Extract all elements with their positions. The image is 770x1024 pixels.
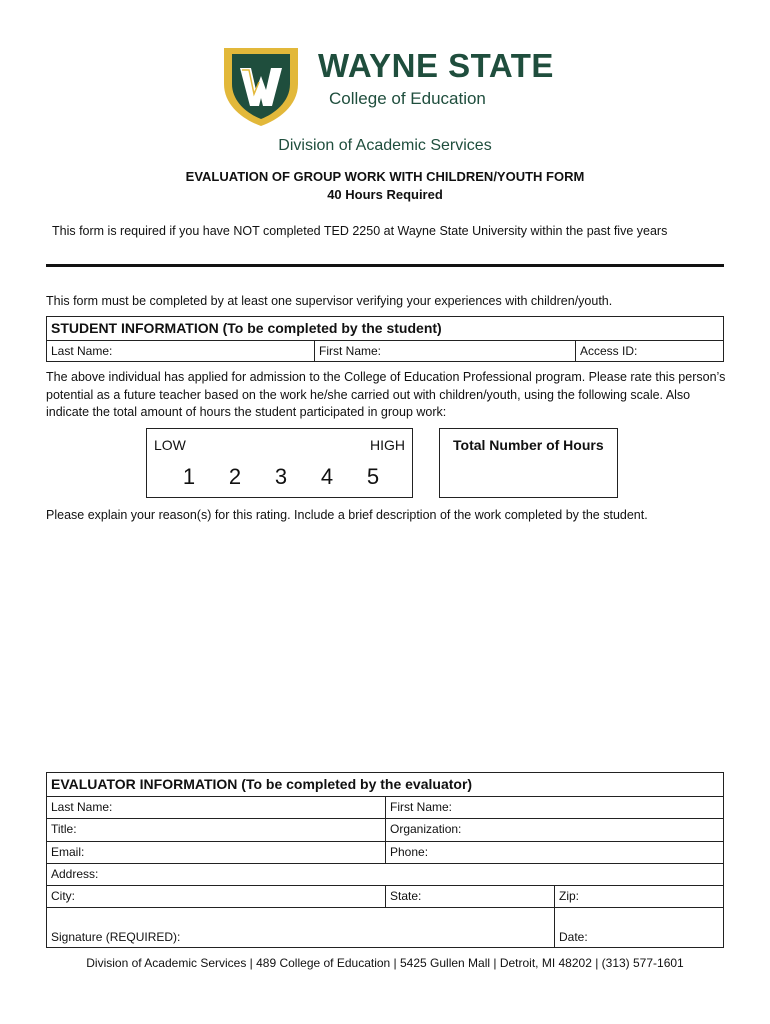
- divider: [46, 863, 724, 864]
- evaluator-date-field[interactable]: Date:: [559, 930, 588, 944]
- student-first-name-field[interactable]: First Name:: [319, 344, 382, 358]
- evaluator-organization-field[interactable]: Organization:: [390, 822, 462, 836]
- rating-option-2[interactable]: 2: [228, 464, 242, 489]
- requirement-note: This form is required if you have NOT completed TED 2250 at Wayne State University within the past five years: [52, 224, 668, 238]
- evaluator-email-field[interactable]: Email:: [51, 845, 85, 859]
- footer-contact: Division of Academic Services | 489 College of Education | 5425 Gullen Mall | Detroit, MI 48202 | (313) 577-1601: [86, 956, 684, 970]
- wayne-state-shield-logo-icon: [218, 44, 304, 128]
- divider: [46, 907, 724, 908]
- student-last-name-field[interactable]: Last Name:: [51, 344, 113, 358]
- rating-low-label: LOW: [154, 437, 186, 453]
- supervisor-note: This form must be completed by at least one supervisor verifying your experiences with children/youth.: [46, 294, 613, 308]
- form-subtitle: 40 Hours Required: [327, 187, 443, 202]
- evaluator-state-field[interactable]: State:: [390, 889, 422, 903]
- rating-option-4[interactable]: 4: [320, 464, 334, 489]
- division-name: Division of Academic Services: [278, 137, 492, 154]
- divider: [46, 340, 724, 341]
- evaluator-zip-field[interactable]: Zip:: [559, 889, 580, 903]
- rating-high-label: HIGH: [370, 437, 405, 453]
- brand-name: WAYNE STATE: [318, 47, 554, 84]
- evaluator-phone-field[interactable]: Phone:: [390, 845, 429, 859]
- evaluator-info-heading: EVALUATOR INFORMATION (To be completed by the evaluator): [51, 776, 473, 792]
- evaluator-city-field[interactable]: City:: [51, 889, 75, 903]
- rating-option-3[interactable]: 3: [274, 464, 288, 489]
- explain-prompt: Please explain your reason(s) for this rating. Include a brief description of the work completed by the student.: [46, 508, 648, 522]
- brand-subtitle: College of Education: [329, 89, 486, 108]
- rating-option-1[interactable]: 1: [182, 464, 196, 489]
- total-hours-label: Total Number of Hours: [453, 437, 604, 453]
- evaluator-last-name-field[interactable]: Last Name:: [51, 800, 113, 814]
- divider: [46, 264, 724, 267]
- form-title: EVALUATION OF GROUP WORK WITH CHILDREN/YOUTH FORM: [185, 169, 585, 184]
- evaluator-first-name-field[interactable]: First Name:: [390, 800, 453, 814]
- evaluator-address-field[interactable]: Address:: [51, 867, 99, 881]
- student-access-id-field[interactable]: Access ID:: [580, 344, 638, 358]
- evaluator-title-field[interactable]: Title:: [51, 822, 77, 836]
- rating-option-5[interactable]: 5: [366, 464, 380, 489]
- evaluator-signature-field[interactable]: Signature (REQUIRED):: [51, 930, 181, 944]
- student-info-heading: STUDENT INFORMATION (To be completed by the student): [51, 320, 442, 336]
- instructions-paragraph: The above individual has applied for admission to the College of Education Professional program. Please rate this person’s potential as a future teacher based on the work he/she carried out with children/youth, using the following scale. Also indicate the total amount of hours the student participated in group work:: [46, 370, 726, 419]
